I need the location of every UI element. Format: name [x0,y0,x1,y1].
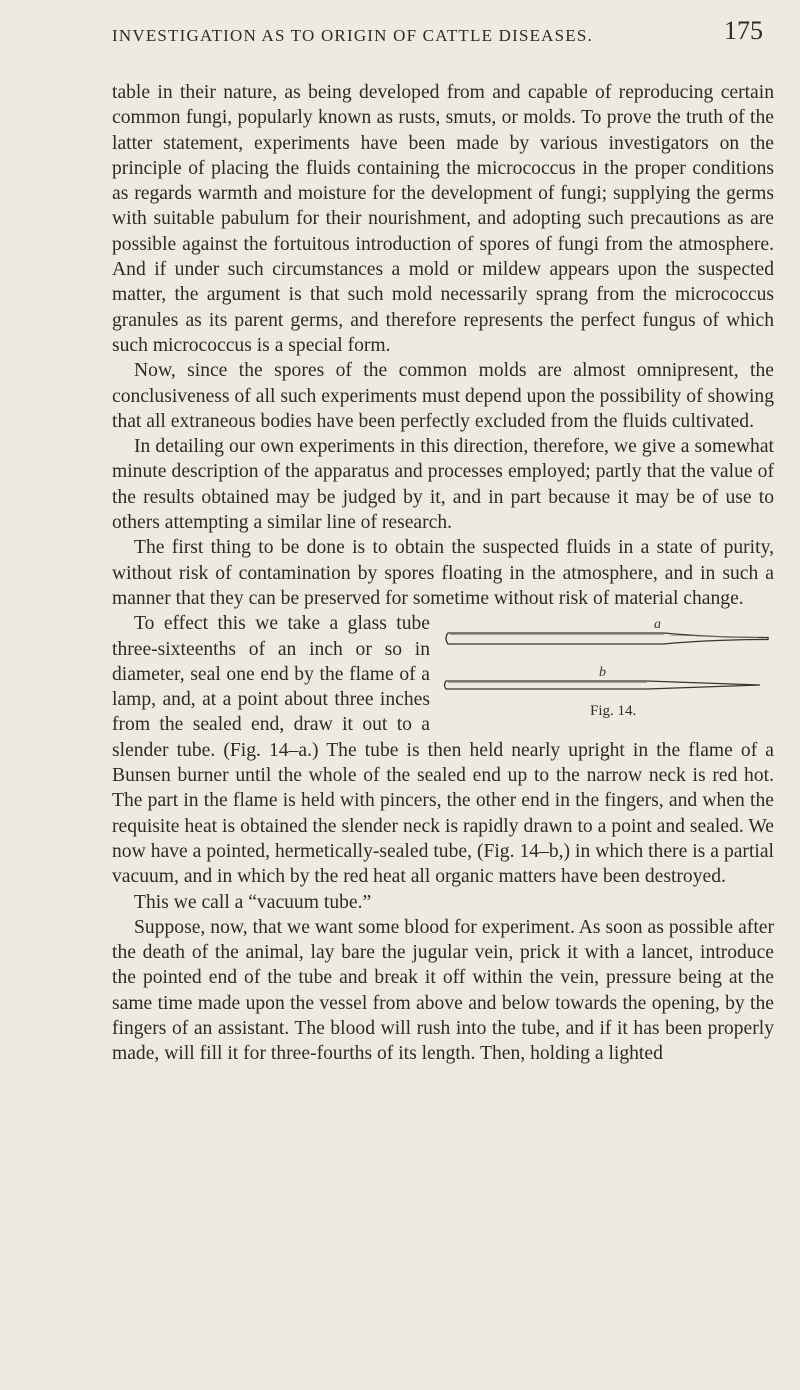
paragraph-2: Now, since the spores of the common molds are almost omnipresent, the conclusiveness of all such experiments must depend upon the possibility of showing that all extraneous bodies have been perfectly excluded from the fluids cultivated. [112,360,774,432]
figure-label-b: b [599,665,606,681]
paragraph-3: In detailing our own experiments in this direction, therefore, we give a somewhat minute description of the apparatus and processes employed; partly that the value of the results obtained may be judged by it, and in part because it may be of use to others attempting a similar line of research. [112,436,774,534]
tube-b-drawing [445,681,761,689]
figure-label-a: a [654,619,661,633]
paragraph-7: Suppose, now, that we want some blood for experiment. As soon as possible after the death of the animal, lay bare the jugular vein, prick it with a lancet, introduce the pointed end of the tube and break it off within the vein, pressure being at the same time made upon the vessel from above and below towards the opening, by the fingers of an assistant. The blood will rush into the tube, and if it has been properly made, will fill it for three-fourths of its length. Then, holding a lighted [112,916,774,1065]
paragraph-6: This we call a “vacuum tube.” [134,891,372,913]
running-head-title: INVESTIGATION AS TO ORIGIN OF CATTLE DISEASES. [112,26,593,45]
paragraph-4: The first thing to be done is to obtain the suspected fluids in a state of purity, without risk of contamination by spores floating in the atmosphere, and in such a manner that they can be preserved for sometime without risk of material change. [112,537,774,609]
figure-14 [442,619,774,719]
figure-caption: Fig. 14. [590,703,637,720]
running-head [0,14,800,54]
page-number: 175 [724,16,763,45]
paragraph-5: To effect this we take a glass tube three-sixteenths of an inch or so in diameter, seal one end by the flame of a lamp, and, at a point about three inches from the sealed end, draw it out to a slender tube. (Fig. 14–a.) The tube is then held nearly upright in the flame of a Bunsen burner until the whole of the sealed end up to the narrow neck is red hot. The part in the flame is held with pincers, the other end in the fingers, and when the requisite heat is obtained the slender neck is rapidly drawn to a point and sealed. We now have a pointed, hermetically-sealed tube, (Fig. 14–b,) in which there is a partial vacuum, and in which by the red heat all organic matters have been destroyed. [112,613,774,888]
paragraph-1: table in their nature, as being developed from and capable of reproducing certain common fungi, popularly known as rusts, smuts, or molds. To prove the truth of the latter statement, experiments have been made by various investigators on the principle of placing the fluids containing the micrococcus in the proper conditions as regards warmth and moisture for the development of fungi; supplying the germs with suitable pabulum for their nourishment, and adopting such precautions as are possible against the fortuitous introduction of spores of fungi from the atmosphere. And if under such circumstances a mold or mildew appears upon the suspected matter, the argument is that such mold necessarily sprang from the micrococcus granules as its parent germs, and therefore represents the perfect fungus of which such micrococcus is a special form. [112,82,774,356]
tube-a-drawing [446,633,768,644]
body-text [112,80,774,1067]
